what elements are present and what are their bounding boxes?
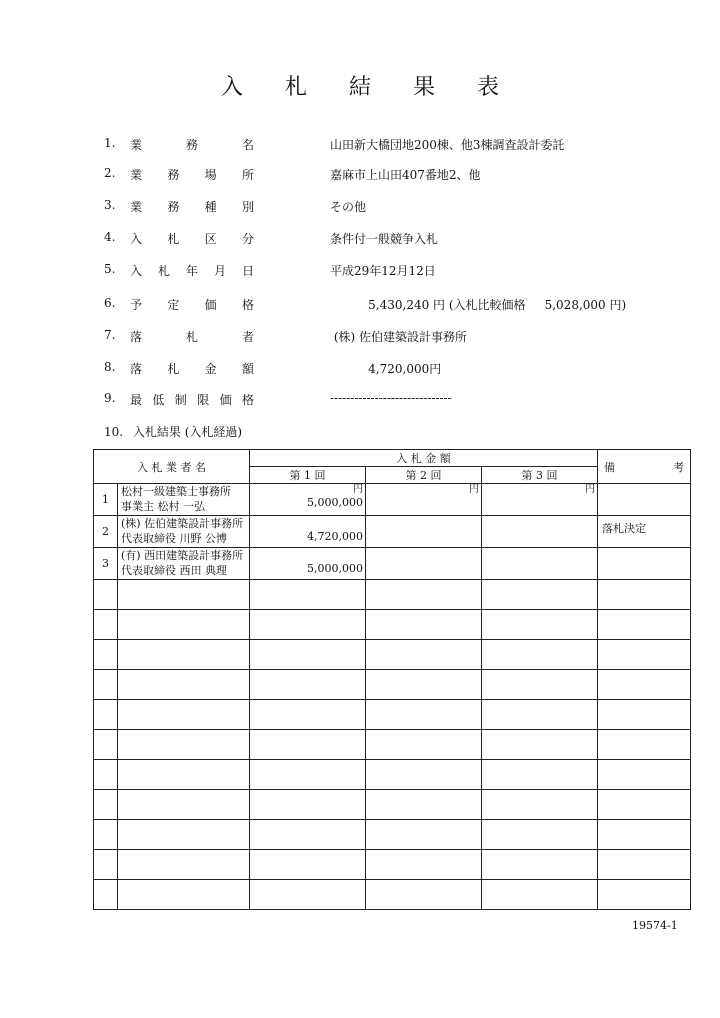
item-label-char: 業 bbox=[130, 168, 143, 182]
bidder-cell bbox=[118, 548, 250, 580]
item-row bbox=[0, 328, 720, 348]
item-label-char: 名 bbox=[242, 138, 255, 152]
empty-cell bbox=[118, 580, 250, 610]
item-row bbox=[0, 136, 720, 156]
empty-cell bbox=[250, 640, 366, 670]
item-number: 3. bbox=[104, 198, 116, 212]
empty-cell bbox=[598, 760, 691, 790]
empty-table-row bbox=[94, 730, 691, 760]
empty-cell bbox=[250, 790, 366, 820]
item-number: 5. bbox=[104, 262, 116, 276]
item-10 bbox=[104, 423, 242, 440]
item-value: 平成29年12月12日 bbox=[330, 264, 436, 278]
empty-cell bbox=[366, 640, 482, 670]
bid-amount-round-2 bbox=[366, 516, 482, 548]
item-label-char: 予 bbox=[130, 298, 143, 312]
bid-amount-round-3 bbox=[482, 516, 598, 548]
row-number: 3 bbox=[94, 548, 118, 580]
empty-table-row bbox=[94, 880, 691, 910]
empty-cell bbox=[366, 880, 482, 910]
item-label-char: 制 bbox=[174, 393, 187, 407]
title-char: 入 bbox=[220, 75, 243, 100]
item-label-char: 格 bbox=[242, 393, 255, 407]
empty-cell bbox=[118, 880, 250, 910]
item-label-char: 額 bbox=[242, 362, 255, 376]
remarks-cell bbox=[598, 484, 691, 516]
empty-cell bbox=[366, 760, 482, 790]
item-label-char: 種 bbox=[204, 200, 217, 214]
item-value: 条件付一般競争入札 bbox=[330, 232, 439, 246]
bid-amount-round-3 bbox=[482, 548, 598, 580]
empty-table-row bbox=[94, 700, 691, 730]
bidder-company: 松村一級建築士事務所 bbox=[121, 485, 231, 498]
item-10-label: 入札結果 (入札経過) bbox=[132, 425, 243, 439]
item-label-char: 格 bbox=[242, 298, 255, 312]
bidder-cell bbox=[118, 516, 250, 548]
empty-cell bbox=[482, 790, 598, 820]
item-label-char: 価 bbox=[219, 393, 232, 407]
empty-cell bbox=[118, 760, 250, 790]
empty-cell bbox=[250, 670, 366, 700]
bid-amount-value: 4,720,000 bbox=[307, 530, 363, 543]
empty-cell bbox=[250, 880, 366, 910]
remarks-text bbox=[598, 484, 690, 492]
item-number: 6. bbox=[104, 296, 116, 310]
header-round-3: 第 3 回 bbox=[482, 467, 598, 484]
item-value: ------------------------------ bbox=[330, 391, 452, 405]
empty-cell bbox=[94, 700, 118, 730]
yen-mark: 円 bbox=[469, 484, 479, 495]
bid-amount-round-3 bbox=[482, 484, 598, 516]
item-label-char: 金 bbox=[204, 362, 217, 376]
bidder-company: (株) 佐伯建築設計事務所 bbox=[121, 517, 244, 530]
remarks-cell bbox=[598, 548, 691, 580]
empty-cell bbox=[366, 670, 482, 700]
item-label-char: 者 bbox=[242, 330, 255, 344]
item-row bbox=[0, 391, 720, 411]
empty-cell bbox=[118, 610, 250, 640]
empty-table-row bbox=[94, 820, 691, 850]
table-row bbox=[94, 484, 691, 516]
empty-table-row bbox=[94, 760, 691, 790]
empty-cell bbox=[94, 730, 118, 760]
item-label-char: 区 bbox=[204, 232, 217, 246]
bid-amount-round-1 bbox=[250, 516, 366, 548]
item-label-char: 価 bbox=[204, 298, 217, 312]
item-number: 8. bbox=[104, 360, 116, 374]
remarks-text: 落札決定 bbox=[602, 522, 646, 535]
item-row bbox=[0, 360, 720, 380]
header-remarks-char-2: 考 bbox=[673, 460, 684, 474]
item-value: 嘉麻市上山田407番地2、他 bbox=[330, 168, 481, 182]
empty-cell bbox=[118, 700, 250, 730]
title-char: 表 bbox=[476, 75, 499, 100]
bid-amount-round-2 bbox=[366, 548, 482, 580]
empty-cell bbox=[598, 640, 691, 670]
empty-cell bbox=[118, 730, 250, 760]
item-label-char: 年 bbox=[186, 264, 199, 278]
bid-amount-round-1 bbox=[250, 548, 366, 580]
bid-amount-value: 5,000,000 bbox=[307, 496, 363, 509]
empty-cell bbox=[482, 850, 598, 880]
empty-cell bbox=[366, 610, 482, 640]
empty-cell bbox=[118, 820, 250, 850]
yen-mark: 円 bbox=[585, 484, 595, 495]
item-label-char: 札 bbox=[186, 330, 199, 344]
item-label-char: 札 bbox=[167, 232, 180, 246]
empty-cell bbox=[482, 730, 598, 760]
bidder-person: 事業主 松村 一弘 bbox=[121, 500, 205, 513]
yen-mark: 円 bbox=[353, 484, 363, 495]
header-bid-amount: 入 札 金 額 bbox=[250, 450, 598, 467]
item-label-char: 最 bbox=[130, 393, 143, 407]
empty-cell bbox=[94, 580, 118, 610]
empty-cell bbox=[94, 610, 118, 640]
empty-cell bbox=[598, 790, 691, 820]
empty-cell bbox=[250, 730, 366, 760]
empty-cell bbox=[94, 880, 118, 910]
empty-table-row bbox=[94, 610, 691, 640]
item-label-char: 入 bbox=[130, 264, 143, 278]
item-10-number: 10. bbox=[104, 425, 124, 439]
empty-table-row bbox=[94, 670, 691, 700]
item-label-char: 月 bbox=[214, 264, 227, 278]
item-label-char: 務 bbox=[167, 168, 180, 182]
item-label-char: 日 bbox=[242, 264, 255, 278]
item-number: 7. bbox=[104, 328, 116, 342]
empty-cell bbox=[366, 700, 482, 730]
empty-cell bbox=[366, 790, 482, 820]
empty-cell bbox=[250, 760, 366, 790]
remarks-cell bbox=[598, 516, 691, 548]
empty-cell bbox=[598, 730, 691, 760]
item-label-char: 業 bbox=[130, 138, 143, 152]
empty-cell bbox=[366, 820, 482, 850]
item-number: 4. bbox=[104, 230, 116, 244]
empty-cell bbox=[118, 670, 250, 700]
empty-cell bbox=[482, 580, 598, 610]
title-char: 札 bbox=[284, 75, 307, 100]
bid-amount-value: 5,000,000 bbox=[307, 562, 363, 575]
item-number: 1. bbox=[104, 136, 116, 150]
item-value: 山田新大橋団地200棟、他3棟調査設計委託 bbox=[330, 138, 565, 152]
header-remarks bbox=[598, 450, 691, 484]
empty-cell bbox=[366, 730, 482, 760]
remarks-text bbox=[598, 548, 690, 556]
item-row bbox=[0, 230, 720, 250]
empty-cell bbox=[482, 610, 598, 640]
bid-amount-round-2 bbox=[366, 484, 482, 516]
empty-cell bbox=[598, 670, 691, 700]
item-row bbox=[0, 198, 720, 218]
table-row bbox=[94, 548, 691, 580]
empty-cell bbox=[598, 850, 691, 880]
bidder-cell bbox=[118, 484, 250, 516]
bidder-person: 代表取締役 川野 公博 bbox=[121, 532, 227, 545]
empty-cell bbox=[598, 880, 691, 910]
bidder-person: 代表取締役 西田 典理 bbox=[121, 564, 227, 577]
item-label-char: 限 bbox=[197, 393, 210, 407]
bid-amount-round-1 bbox=[250, 484, 366, 516]
item-label-char: 所 bbox=[242, 168, 255, 182]
empty-cell bbox=[598, 610, 691, 640]
item-row bbox=[0, 262, 720, 282]
item-label-char: 低 bbox=[152, 393, 165, 407]
title-char: 果 bbox=[412, 75, 435, 100]
row-number: 1 bbox=[94, 484, 118, 516]
empty-cell bbox=[250, 850, 366, 880]
header-round-1: 第 1 回 bbox=[250, 467, 366, 484]
empty-cell bbox=[118, 790, 250, 820]
item-row bbox=[0, 296, 720, 316]
empty-cell bbox=[482, 760, 598, 790]
empty-cell bbox=[482, 670, 598, 700]
empty-cell bbox=[94, 670, 118, 700]
item-label-char: 定 bbox=[167, 298, 180, 312]
item-value: その他 bbox=[330, 200, 367, 214]
empty-cell bbox=[250, 700, 366, 730]
empty-cell bbox=[366, 850, 482, 880]
empty-cell bbox=[366, 580, 482, 610]
item-value: 5,430,240 円 (入札比較価格 5,028,000 円) bbox=[330, 298, 627, 312]
bidder-company: (有) 西田建築設計事務所 bbox=[121, 549, 244, 562]
empty-cell bbox=[94, 760, 118, 790]
empty-cell bbox=[250, 580, 366, 610]
empty-cell bbox=[250, 610, 366, 640]
item-label-char: 分 bbox=[242, 232, 255, 246]
empty-cell bbox=[482, 700, 598, 730]
item-row bbox=[0, 166, 720, 186]
item-label-char: 札 bbox=[158, 264, 171, 278]
empty-table-row bbox=[94, 580, 691, 610]
item-value: (株) 佐伯建築設計事務所 bbox=[330, 330, 467, 344]
empty-cell bbox=[94, 790, 118, 820]
empty-table-row bbox=[94, 850, 691, 880]
document-number: 19574-1 bbox=[632, 919, 678, 932]
item-label-char: 落 bbox=[130, 362, 143, 376]
empty-cell bbox=[598, 820, 691, 850]
item-number: 9. bbox=[104, 391, 116, 405]
empty-cell bbox=[118, 640, 250, 670]
item-label-char: 落 bbox=[130, 330, 143, 344]
row-number: 2 bbox=[94, 516, 118, 548]
empty-cell bbox=[94, 850, 118, 880]
empty-table-row bbox=[94, 790, 691, 820]
bid-results-table bbox=[93, 449, 691, 910]
item-label-char: 札 bbox=[167, 362, 180, 376]
item-value: 4,720,000円 bbox=[330, 362, 442, 376]
item-number: 2. bbox=[104, 166, 116, 180]
empty-cell bbox=[94, 640, 118, 670]
item-label-char: 別 bbox=[242, 200, 255, 214]
empty-cell bbox=[482, 820, 598, 850]
header-remarks-char-1: 備 bbox=[604, 460, 615, 474]
item-label-char: 入 bbox=[130, 232, 143, 246]
item-label-char: 務 bbox=[186, 138, 199, 152]
empty-cell bbox=[118, 850, 250, 880]
title-char: 結 bbox=[348, 75, 371, 100]
empty-cell bbox=[94, 820, 118, 850]
empty-table-row bbox=[94, 640, 691, 670]
item-label-char: 業 bbox=[130, 200, 143, 214]
empty-cell bbox=[598, 700, 691, 730]
header-round-2: 第 2 回 bbox=[366, 467, 482, 484]
empty-cell bbox=[482, 640, 598, 670]
item-label-char: 場 bbox=[204, 168, 217, 182]
table-row bbox=[94, 516, 691, 548]
item-label-char: 務 bbox=[167, 200, 180, 214]
empty-cell bbox=[482, 880, 598, 910]
empty-cell bbox=[250, 820, 366, 850]
empty-cell bbox=[598, 580, 691, 610]
header-bidder-name: 入 札 業 者 名 bbox=[94, 450, 250, 484]
page-title bbox=[0, 70, 720, 101]
